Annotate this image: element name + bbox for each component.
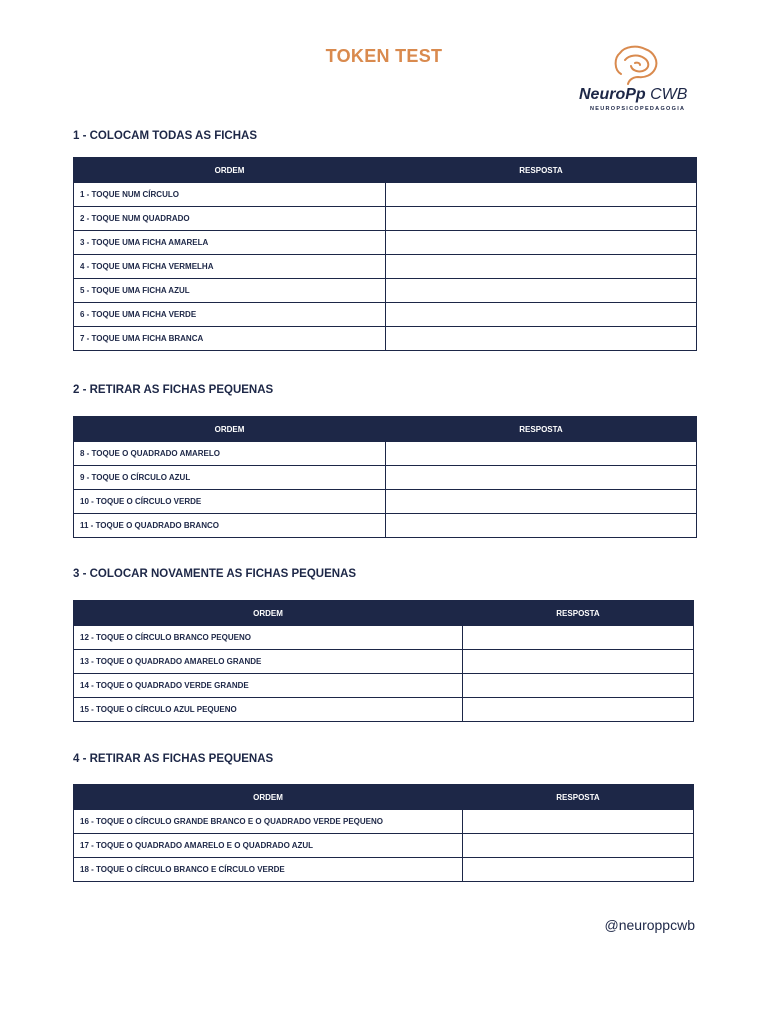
column-header-ordem: ORDEM [74, 601, 463, 626]
section-4-table [73, 784, 694, 882]
section-1-table [73, 157, 697, 351]
table-row [74, 810, 694, 834]
column-header-ordem: ORDEM [74, 417, 386, 442]
brain-icon [611, 44, 661, 86]
table-row [74, 207, 697, 231]
table-header-row [74, 417, 697, 442]
table-header-row [74, 158, 697, 183]
table-row [74, 231, 697, 255]
order-cell: 13 - TOQUE O QUADRADO AMARELO GRANDE [74, 650, 463, 674]
order-cell: 18 - TOQUE O CÍRCULO BRANCO E CÍRCULO VERDE [74, 858, 463, 882]
brand-logo [579, 44, 697, 116]
answer-cell[interactable] [386, 231, 697, 255]
order-cell: 4 - TOQUE UMA FICHA VERMELHA [74, 255, 386, 279]
answer-cell[interactable] [386, 514, 697, 538]
order-cell: 14 - TOQUE O QUADRADO VERDE GRANDE [74, 674, 463, 698]
section-4-heading: 4 - RETIRAR AS FICHAS PEQUENAS [73, 753, 274, 765]
table-row [74, 279, 697, 303]
answer-cell[interactable] [463, 858, 694, 882]
order-cell: 17 - TOQUE O QUADRADO AMARELO E O QUADRADO AZUL [74, 834, 463, 858]
section-3-table [73, 600, 694, 722]
answer-cell[interactable] [386, 327, 697, 351]
column-header-resposta: RESPOSTA [386, 158, 697, 183]
table-row [74, 698, 694, 722]
table-row [74, 514, 697, 538]
table-row [74, 327, 697, 351]
table-row [74, 626, 694, 650]
answer-cell[interactable] [386, 255, 697, 279]
column-header-resposta: RESPOSTA [463, 785, 694, 810]
logo-wordmark: NeuroPp CWB [579, 86, 688, 103]
answer-cell[interactable] [386, 490, 697, 514]
table-row [74, 858, 694, 882]
logo-tagline: NEUROPSICOPEDAGOGIA [590, 106, 686, 112]
social-handle: @neuroppcwb [604, 917, 695, 933]
section-1-heading: 1 - COLOCAM TODAS AS FICHAS [73, 130, 258, 142]
table-header-row [74, 601, 694, 626]
answer-cell[interactable] [463, 698, 694, 722]
column-header-resposta: RESPOSTA [463, 601, 694, 626]
order-cell: 10 - TOQUE O CÍRCULO VERDE [74, 490, 386, 514]
answer-cell[interactable] [463, 674, 694, 698]
table-row [74, 490, 697, 514]
order-cell: 15 - TOQUE O CÍRCULO AZUL PEQUENO [74, 698, 463, 722]
table-row [74, 255, 697, 279]
order-cell: 2 - TOQUE NUM QUADRADO [74, 207, 386, 231]
order-cell: 6 - TOQUE UMA FICHA VERDE [74, 303, 386, 327]
table-row [74, 466, 697, 490]
answer-cell[interactable] [386, 207, 697, 231]
answer-cell[interactable] [463, 650, 694, 674]
answer-cell[interactable] [463, 626, 694, 650]
order-cell: 11 - TOQUE O QUADRADO BRANCO [74, 514, 386, 538]
table-row [74, 183, 697, 207]
column-header-ordem: ORDEM [74, 785, 463, 810]
table-row [74, 834, 694, 858]
answer-cell[interactable] [386, 279, 697, 303]
answer-cell[interactable] [386, 303, 697, 327]
column-header-ordem: ORDEM [74, 158, 386, 183]
answer-cell[interactable] [386, 183, 697, 207]
page-title: TOKEN TEST [325, 46, 443, 66]
order-cell: 16 - TOQUE O CÍRCULO GRANDE BRANCO E O QUADRADO VERDE PEQUENO [74, 810, 463, 834]
answer-cell[interactable] [463, 834, 694, 858]
section-3-heading: 3 - COLOCAR NOVAMENTE AS FICHAS PEQUENAS [73, 568, 357, 580]
table-row [74, 303, 697, 327]
section-2-heading: 2 - RETIRAR AS FICHAS PEQUENAS [73, 384, 274, 396]
order-cell: 1 - TOQUE NUM CÍRCULO [74, 183, 386, 207]
column-header-resposta: RESPOSTA [386, 417, 697, 442]
table-row [74, 442, 697, 466]
answer-cell[interactable] [386, 466, 697, 490]
answer-cell[interactable] [386, 442, 697, 466]
order-cell: 9 - TOQUE O CÍRCULO AZUL [74, 466, 386, 490]
order-cell: 7 - TOQUE UMA FICHA BRANCA [74, 327, 386, 351]
table-row [74, 650, 694, 674]
answer-cell[interactable] [463, 810, 694, 834]
order-cell: 12 - TOQUE O CÍRCULO BRANCO PEQUENO [74, 626, 463, 650]
order-cell: 8 - TOQUE O QUADRADO AMARELO [74, 442, 386, 466]
section-2-table [73, 416, 697, 538]
table-row [74, 674, 694, 698]
table-header-row [74, 785, 694, 810]
order-cell: 5 - TOQUE UMA FICHA AZUL [74, 279, 386, 303]
order-cell: 3 - TOQUE UMA FICHA AMARELA [74, 231, 386, 255]
